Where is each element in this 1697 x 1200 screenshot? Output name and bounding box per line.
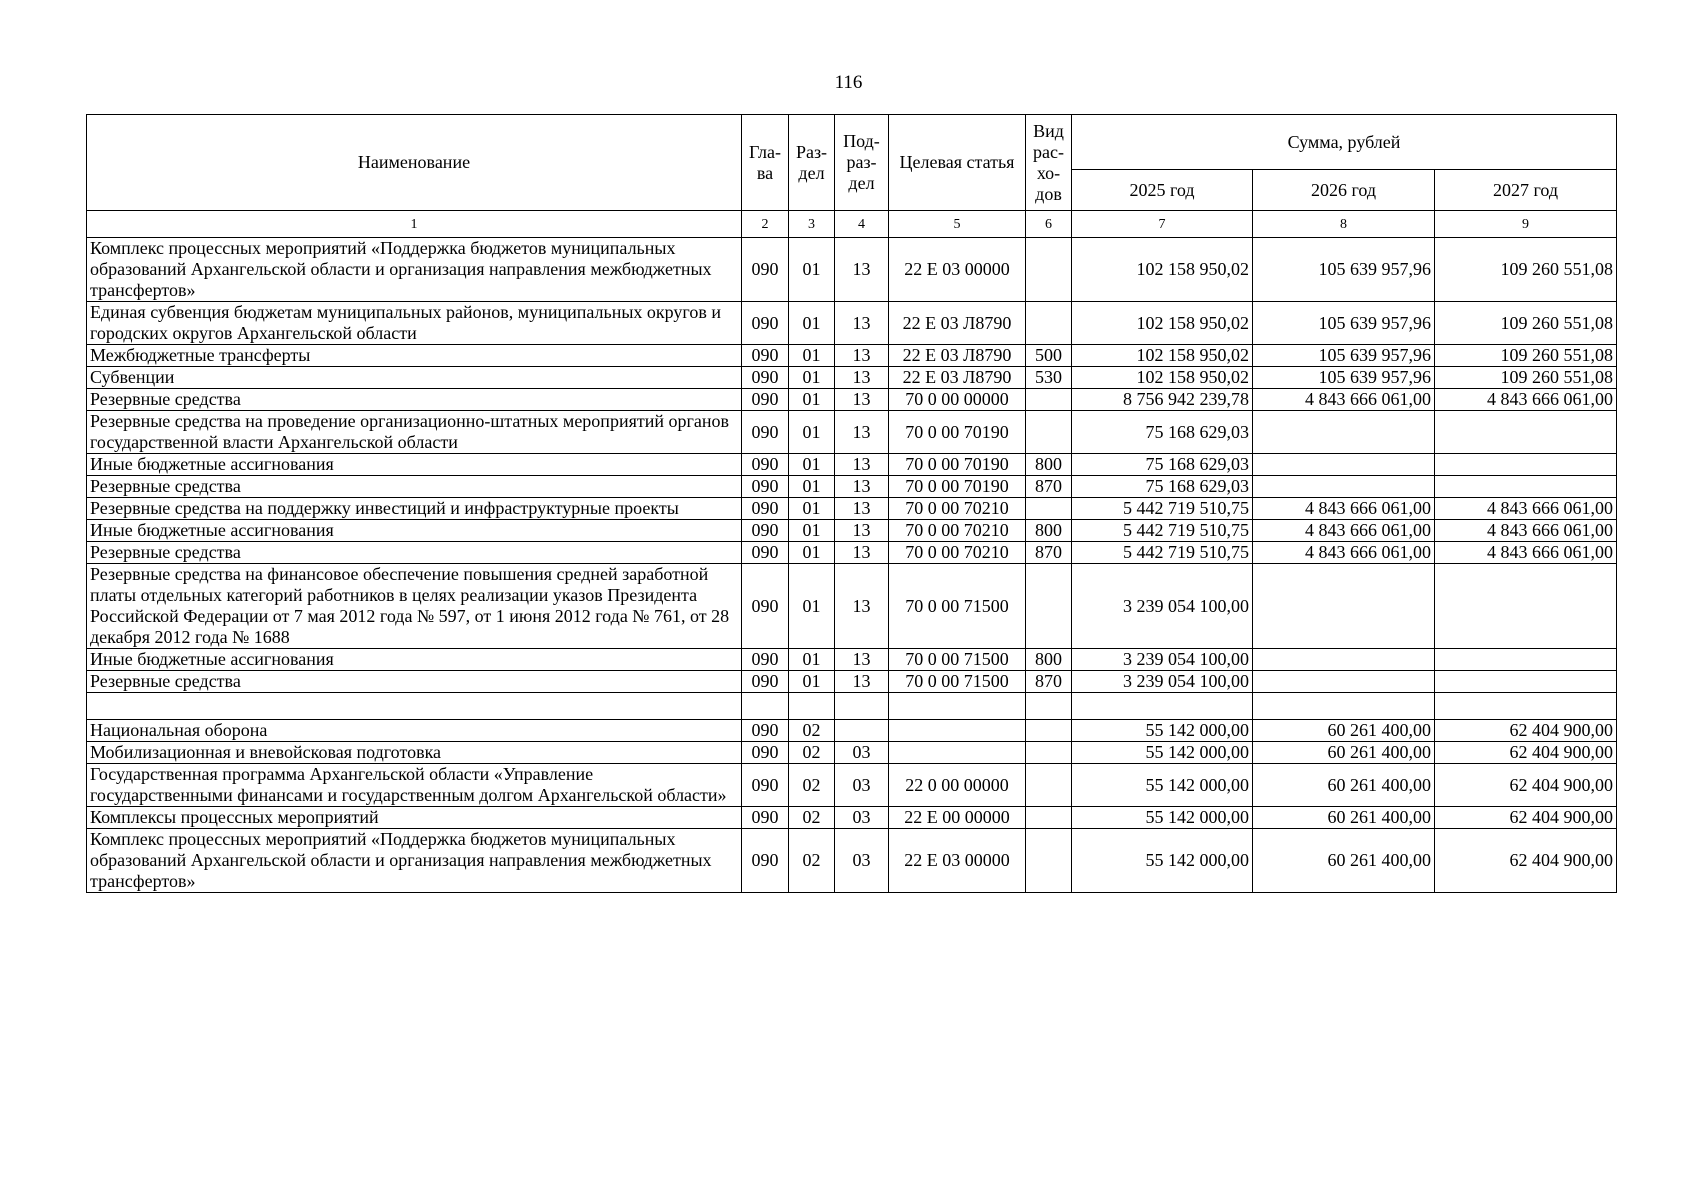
amount-2027-cell: [1435, 476, 1617, 498]
razdel-cell: 02: [789, 807, 835, 829]
amount-2027-cell: 109 260 551,08: [1435, 345, 1617, 367]
glava-cell: 090: [742, 720, 789, 742]
glava-cell: 090: [742, 807, 789, 829]
tselevaya-cell: [889, 742, 1026, 764]
name-cell: Иные бюджетные ассигнования: [87, 649, 742, 671]
amount-2027-cell: 62 404 900,00: [1435, 829, 1617, 893]
glava-cell: 090: [742, 671, 789, 693]
table-header: [87, 115, 1617, 238]
table-body: [87, 238, 1617, 893]
glava-cell: 090: [742, 389, 789, 411]
amount-2025-cell: 8 756 942 239,78: [1072, 389, 1253, 411]
amount-2026-cell: [1253, 454, 1435, 476]
tselevaya-cell: 70 0 00 71500: [889, 564, 1026, 649]
name-cell: Резервные средства на проведение организационно-штатных мероприятий органов государственной власти Архангельской области: [87, 411, 742, 454]
vid-cell: 500: [1026, 345, 1072, 367]
razdel-cell: 01: [789, 498, 835, 520]
amount-2027-cell: 4 843 666 061,00: [1435, 520, 1617, 542]
razdel-cell: 01: [789, 649, 835, 671]
amount-2027-cell: 62 404 900,00: [1435, 764, 1617, 807]
vid-cell: [1026, 829, 1072, 893]
header-vid: Вид рас- хо- дов: [1026, 115, 1072, 211]
razdel-cell: 01: [789, 345, 835, 367]
amount-2026-cell: 4 843 666 061,00: [1253, 520, 1435, 542]
amount-2025-cell: 75 168 629,03: [1072, 411, 1253, 454]
table-row: [87, 649, 1617, 671]
tselevaya-cell: 70 0 00 70210: [889, 542, 1026, 564]
vid-cell: 800: [1026, 649, 1072, 671]
amount-2025-cell: 55 142 000,00: [1072, 829, 1253, 893]
table-row: [87, 498, 1617, 520]
razdel-cell: 01: [789, 564, 835, 649]
razdel-cell: 01: [789, 454, 835, 476]
amount-2027-cell: [1435, 564, 1617, 649]
glava-cell: 090: [742, 411, 789, 454]
amount-2027-cell: 4 843 666 061,00: [1435, 498, 1617, 520]
podrazdel-cell: 03: [835, 764, 889, 807]
amount-2025-cell: 3 239 054 100,00: [1072, 649, 1253, 671]
column-index: 2: [742, 211, 789, 238]
table-row: [87, 671, 1617, 693]
column-index: 6: [1026, 211, 1072, 238]
podrazdel-cell: 13: [835, 302, 889, 345]
table-row: [87, 807, 1617, 829]
name-cell: Межбюджетные трансферты: [87, 345, 742, 367]
column-index: 9: [1435, 211, 1617, 238]
amount-2027-cell: [1435, 649, 1617, 671]
amount-2025-cell: 5 442 719 510,75: [1072, 498, 1253, 520]
amount-2025-cell: 55 142 000,00: [1072, 720, 1253, 742]
vid-cell: [1026, 302, 1072, 345]
column-index: 5: [889, 211, 1026, 238]
tselevaya-cell: [889, 720, 1026, 742]
column-index: 7: [1072, 211, 1253, 238]
table-row: [87, 564, 1617, 649]
amount-2025-cell: 5 442 719 510,75: [1072, 520, 1253, 542]
glava-cell: 090: [742, 829, 789, 893]
amount-2027-cell: 109 260 551,08: [1435, 367, 1617, 389]
vid-cell: [1026, 764, 1072, 807]
glava-cell: 090: [742, 649, 789, 671]
header-podrazdel: Под- раз- дел: [835, 115, 889, 211]
razdel-cell: 01: [789, 367, 835, 389]
glava-cell: 090: [742, 520, 789, 542]
name-cell: [87, 693, 742, 720]
table-row: [87, 238, 1617, 302]
amount-2026-cell: 60 261 400,00: [1253, 829, 1435, 893]
amount-2026-cell: [1253, 649, 1435, 671]
header-summa: Сумма, рублей: [1072, 115, 1617, 170]
amount-2025-cell: 55 142 000,00: [1072, 807, 1253, 829]
vid-cell: [1026, 693, 1072, 720]
amount-2026-cell: [1253, 671, 1435, 693]
glava-cell: 090: [742, 367, 789, 389]
razdel-cell: 02: [789, 742, 835, 764]
razdel-cell: 01: [789, 389, 835, 411]
amount-2026-cell: 60 261 400,00: [1253, 742, 1435, 764]
podrazdel-cell: 13: [835, 671, 889, 693]
amount-2025-cell: 5 442 719 510,75: [1072, 542, 1253, 564]
name-cell: Национальная оборона: [87, 720, 742, 742]
amount-2026-cell: 105 639 957,96: [1253, 302, 1435, 345]
table-row: [87, 345, 1617, 367]
amount-2027-cell: 4 843 666 061,00: [1435, 389, 1617, 411]
podrazdel-cell: 13: [835, 564, 889, 649]
vid-cell: [1026, 238, 1072, 302]
table-row: [87, 829, 1617, 893]
amount-2025-cell: 102 158 950,02: [1072, 345, 1253, 367]
header-year-2026: 2026 год: [1253, 170, 1435, 211]
amount-2025-cell: 75 168 629,03: [1072, 454, 1253, 476]
amount-2025-cell: 3 239 054 100,00: [1072, 564, 1253, 649]
column-index-row: [87, 211, 1617, 238]
razdel-cell: 02: [789, 720, 835, 742]
header-name: Наименование: [87, 115, 742, 211]
amount-2026-cell: 105 639 957,96: [1253, 367, 1435, 389]
razdel-cell: 01: [789, 542, 835, 564]
vid-cell: [1026, 389, 1072, 411]
vid-cell: 530: [1026, 367, 1072, 389]
vid-cell: [1026, 742, 1072, 764]
glava-cell: 090: [742, 476, 789, 498]
glava-cell: 090: [742, 238, 789, 302]
name-cell: Комплекс процессных мероприятий «Поддержка бюджетов муниципальных образований Архангельской области и организация направления межбюджетных трансфертов»: [87, 238, 742, 302]
header-razdel: Раз- дел: [789, 115, 835, 211]
podrazdel-cell: [835, 693, 889, 720]
vid-cell: [1026, 411, 1072, 454]
podrazdel-cell: 13: [835, 454, 889, 476]
vid-cell: [1026, 564, 1072, 649]
podrazdel-cell: 03: [835, 742, 889, 764]
name-cell: Резервные средства: [87, 671, 742, 693]
amount-2027-cell: [1435, 411, 1617, 454]
table-row: [87, 389, 1617, 411]
razdel-cell: 01: [789, 302, 835, 345]
amount-2026-cell: 60 261 400,00: [1253, 764, 1435, 807]
amount-2027-cell: 62 404 900,00: [1435, 807, 1617, 829]
podrazdel-cell: 13: [835, 520, 889, 542]
podrazdel-cell: 13: [835, 389, 889, 411]
razdel-cell: [789, 693, 835, 720]
razdel-cell: 01: [789, 520, 835, 542]
tselevaya-cell: 22 Е 00 00000: [889, 807, 1026, 829]
amount-2025-cell: 75 168 629,03: [1072, 476, 1253, 498]
tselevaya-cell: 70 0 00 70190: [889, 411, 1026, 454]
name-cell: Иные бюджетные ассигнования: [87, 520, 742, 542]
glava-cell: 090: [742, 302, 789, 345]
name-cell: Резервные средства на финансовое обеспечение повышения средней заработной платы отдельных категорий работников в целях реализации указов Президента Российской Федерации от 7 мая 2012 года № 597, от 1 июня 2012 года № 761, от 28 декабря 2012 года № 1688: [87, 564, 742, 649]
name-cell: Резервные средства: [87, 476, 742, 498]
glava-cell: 090: [742, 564, 789, 649]
table-row: [87, 476, 1617, 498]
amount-2026-cell: 105 639 957,96: [1253, 345, 1435, 367]
name-cell: Комплекс процессных мероприятий «Поддержка бюджетов муниципальных образований Архангельской области и организация направления межбюджетных трансфертов»: [87, 829, 742, 893]
name-cell: Резервные средства на поддержку инвестиций и инфраструктурные проекты: [87, 498, 742, 520]
tselevaya-cell: 22 Е 03 00000: [889, 829, 1026, 893]
table-row: [87, 454, 1617, 476]
podrazdel-cell: 13: [835, 411, 889, 454]
column-index: 8: [1253, 211, 1435, 238]
tselevaya-cell: 22 Е 03 Л8790: [889, 302, 1026, 345]
amount-2025-cell: 55 142 000,00: [1072, 764, 1253, 807]
column-index: 1: [87, 211, 742, 238]
podrazdel-cell: 13: [835, 238, 889, 302]
razdel-cell: 01: [789, 671, 835, 693]
name-cell: Резервные средства: [87, 389, 742, 411]
amount-2026-cell: [1253, 476, 1435, 498]
header-tselevaya: Целевая статья: [889, 115, 1026, 211]
amount-2025-cell: [1072, 693, 1253, 720]
header-year-2025: 2025 год: [1072, 170, 1253, 211]
name-cell: Иные бюджетные ассигнования: [87, 454, 742, 476]
podrazdel-cell: 13: [835, 649, 889, 671]
vid-cell: 800: [1026, 520, 1072, 542]
amount-2027-cell: [1435, 693, 1617, 720]
glava-cell: 090: [742, 542, 789, 564]
name-cell: Единая субвенция бюджетам муниципальных районов, муниципальных округов и городских округов Архангельской области: [87, 302, 742, 345]
amount-2025-cell: 102 158 950,02: [1072, 367, 1253, 389]
amount-2027-cell: 62 404 900,00: [1435, 720, 1617, 742]
tselevaya-cell: 70 0 00 71500: [889, 671, 1026, 693]
tselevaya-cell: 22 Е 03 Л8790: [889, 345, 1026, 367]
page-number: 116: [834, 72, 863, 93]
tselevaya-cell: 70 0 00 00000: [889, 389, 1026, 411]
amount-2025-cell: 3 239 054 100,00: [1072, 671, 1253, 693]
amount-2026-cell: 60 261 400,00: [1253, 807, 1435, 829]
name-cell: Резервные средства: [87, 542, 742, 564]
budget-table: [86, 114, 1617, 893]
table-row: [87, 302, 1617, 345]
amount-2025-cell: 102 158 950,02: [1072, 238, 1253, 302]
tselevaya-cell: [889, 693, 1026, 720]
vid-cell: [1026, 807, 1072, 829]
amount-2027-cell: [1435, 671, 1617, 693]
amount-2026-cell: 4 843 666 061,00: [1253, 542, 1435, 564]
amount-2027-cell: 109 260 551,08: [1435, 302, 1617, 345]
tselevaya-cell: 22 Е 03 Л8790: [889, 367, 1026, 389]
vid-cell: 870: [1026, 542, 1072, 564]
name-cell: Субвенции: [87, 367, 742, 389]
podrazdel-cell: 13: [835, 345, 889, 367]
table-row: [87, 720, 1617, 742]
razdel-cell: 02: [789, 764, 835, 807]
vid-cell: 800: [1026, 454, 1072, 476]
amount-2026-cell: 60 261 400,00: [1253, 720, 1435, 742]
podrazdel-cell: 13: [835, 498, 889, 520]
name-cell: Комплексы процессных мероприятий: [87, 807, 742, 829]
amount-2026-cell: [1253, 693, 1435, 720]
glava-cell: 090: [742, 345, 789, 367]
podrazdel-cell: [835, 720, 889, 742]
amount-2026-cell: [1253, 411, 1435, 454]
table-row: [87, 367, 1617, 389]
podrazdel-cell: 13: [835, 476, 889, 498]
razdel-cell: 01: [789, 411, 835, 454]
podrazdel-cell: 03: [835, 829, 889, 893]
razdel-cell: 01: [789, 238, 835, 302]
column-index: 4: [835, 211, 889, 238]
tselevaya-cell: 70 0 00 70210: [889, 520, 1026, 542]
amount-2027-cell: 62 404 900,00: [1435, 742, 1617, 764]
tselevaya-cell: 70 0 00 70190: [889, 476, 1026, 498]
tselevaya-cell: 22 Е 03 00000: [889, 238, 1026, 302]
podrazdel-cell: 13: [835, 542, 889, 564]
podrazdel-cell: 03: [835, 807, 889, 829]
amount-2026-cell: 4 843 666 061,00: [1253, 498, 1435, 520]
vid-cell: [1026, 720, 1072, 742]
amount-2026-cell: 105 639 957,96: [1253, 238, 1435, 302]
amount-2025-cell: 55 142 000,00: [1072, 742, 1253, 764]
amount-2027-cell: 4 843 666 061,00: [1435, 542, 1617, 564]
header-year-2027: 2027 год: [1435, 170, 1617, 211]
amount-2025-cell: 102 158 950,02: [1072, 302, 1253, 345]
table-row: [87, 411, 1617, 454]
column-index: 3: [789, 211, 835, 238]
tselevaya-cell: 70 0 00 70190: [889, 454, 1026, 476]
vid-cell: [1026, 498, 1072, 520]
glava-cell: [742, 693, 789, 720]
table-row: [87, 693, 1617, 720]
podrazdel-cell: 13: [835, 367, 889, 389]
tselevaya-cell: 22 0 00 00000: [889, 764, 1026, 807]
name-cell: Мобилизационная и вневойсковая подготовка: [87, 742, 742, 764]
table-row: [87, 742, 1617, 764]
amount-2026-cell: [1253, 564, 1435, 649]
amount-2026-cell: 4 843 666 061,00: [1253, 389, 1435, 411]
name-cell: Государственная программа Архангельской области «Управление государственными финансами и государственным долгом Архангельской области»: [87, 764, 742, 807]
vid-cell: 870: [1026, 671, 1072, 693]
glava-cell: 090: [742, 764, 789, 807]
table-row: [87, 542, 1617, 564]
header-glava: Гла- ва: [742, 115, 789, 211]
amount-2027-cell: [1435, 454, 1617, 476]
table-row: [87, 764, 1617, 807]
table-row: [87, 520, 1617, 542]
glava-cell: 090: [742, 742, 789, 764]
razdel-cell: 02: [789, 829, 835, 893]
glava-cell: 090: [742, 498, 789, 520]
vid-cell: 870: [1026, 476, 1072, 498]
amount-2027-cell: 109 260 551,08: [1435, 238, 1617, 302]
glava-cell: 090: [742, 454, 789, 476]
tselevaya-cell: 70 0 00 70210: [889, 498, 1026, 520]
razdel-cell: 01: [789, 476, 835, 498]
tselevaya-cell: 70 0 00 71500: [889, 649, 1026, 671]
